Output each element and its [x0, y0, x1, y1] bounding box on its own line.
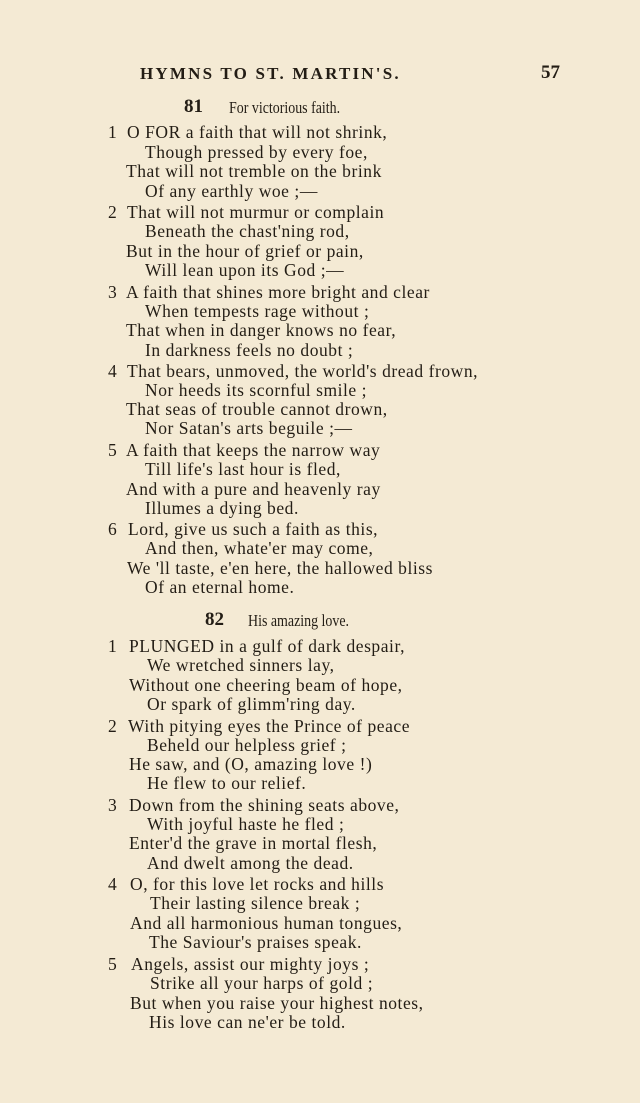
verse-line: That bears, unmoved, the world's dread frown, [127, 361, 479, 381]
verse-number: 1 [108, 122, 117, 142]
verse-number: 5 [108, 440, 117, 460]
verse-line: But in the hour of grief or pain, [126, 241, 364, 261]
verse-line: Or spark of glimm'ring day. [147, 694, 356, 714]
verse-line: Though pressed by every foe, [145, 142, 368, 162]
verse-line: Strike all your harps of gold ; [150, 973, 374, 993]
verse-line: Down from the shining seats above, [129, 795, 400, 815]
verse-line: Nor heeds its scornful smile ; [145, 380, 368, 400]
hymn-title: His amazing love. [248, 611, 350, 630]
verse-line: O, for this love let rocks and hills [130, 874, 385, 894]
running-head: HYMNS TO ST. MARTIN'S. [140, 64, 401, 83]
verse-number: 3 [108, 795, 117, 815]
verse-line: The Saviour's praises speak. [149, 932, 362, 952]
verse-line: Beneath the chast'ning rod, [145, 221, 350, 241]
hymn-number: 81 [184, 96, 203, 117]
verse-line: Nor Satan's arts beguile ;— [145, 418, 353, 438]
verse-line: Of any earthly woe ;— [145, 181, 318, 201]
verse-line: That when in danger knows no fear, [126, 320, 397, 340]
verse-line: His love can ne'er be told. [149, 1012, 346, 1032]
verse-line: That seas of trouble cannot drown, [126, 399, 388, 419]
verse-line: O FOR a faith that will not shrink, [127, 122, 388, 142]
verse-number: 2 [108, 202, 117, 222]
verse-line: Beheld our helpless grief ; [147, 735, 347, 755]
verse-line: Till life's last hour is fled, [145, 459, 341, 479]
verse-number: 2 [108, 716, 117, 736]
verse-number: 1 [108, 636, 117, 656]
verse-line: A faith that keeps the narrow way [126, 440, 381, 460]
verse-line: He flew to our relief. [147, 773, 307, 793]
verse-line: Enter'd the grave in mortal flesh, [129, 833, 378, 853]
verse-line: In darkness feels no doubt ; [145, 340, 354, 360]
verse-line: Without one cheering beam of hope, [129, 675, 403, 695]
verse-line: When tempests rage without ; [145, 301, 370, 321]
verse-line: We wretched sinners lay, [147, 655, 335, 675]
verse-number: 5 [108, 954, 117, 974]
verse-number: 4 [108, 361, 117, 381]
verse-line: Of an eternal home. [145, 577, 295, 597]
hymn-title: For victorious faith. [229, 98, 341, 117]
verse-line: Their lasting silence break ; [150, 893, 361, 913]
verse-number: 6 [108, 519, 117, 539]
verse-line: Lord, give us such a faith as this, [128, 519, 379, 539]
verse-number: 4 [108, 874, 117, 894]
hymn-number: 82 [205, 609, 224, 630]
verse-line: That will not tremble on the brink [126, 161, 382, 181]
verse-line: But when you raise your highest notes, [130, 993, 424, 1013]
verse-line: PLUNGED in a gulf of dark despair, [129, 636, 406, 656]
verse-line: A faith that shines more bright and clear [126, 282, 430, 302]
verse-line: Angels, assist our mighty joys ; [131, 954, 370, 974]
verse-line: And with a pure and heavenly ray [126, 479, 381, 499]
verse-number: 3 [108, 282, 117, 302]
verse-line: Illumes a dying bed. [145, 498, 299, 518]
verse-line: Will lean upon its God ;— [145, 260, 345, 280]
verse-line: He saw, and (O, amazing love !) [129, 754, 373, 774]
verse-line: With joyful haste he fled ; [147, 814, 345, 834]
verse-line: We 'll taste, e'en here, the hallowed bliss [127, 558, 434, 578]
verse-line: And then, whate'er may come, [145, 538, 374, 558]
verse-line: And dwelt among the dead. [147, 853, 354, 873]
page-number: 57 [541, 62, 560, 83]
verse-line: That will not murmur or complain [127, 202, 385, 222]
verse-line: And all harmonious human tongues, [130, 913, 403, 933]
verse-line: With pitying eyes the Prince of peace [128, 716, 411, 736]
